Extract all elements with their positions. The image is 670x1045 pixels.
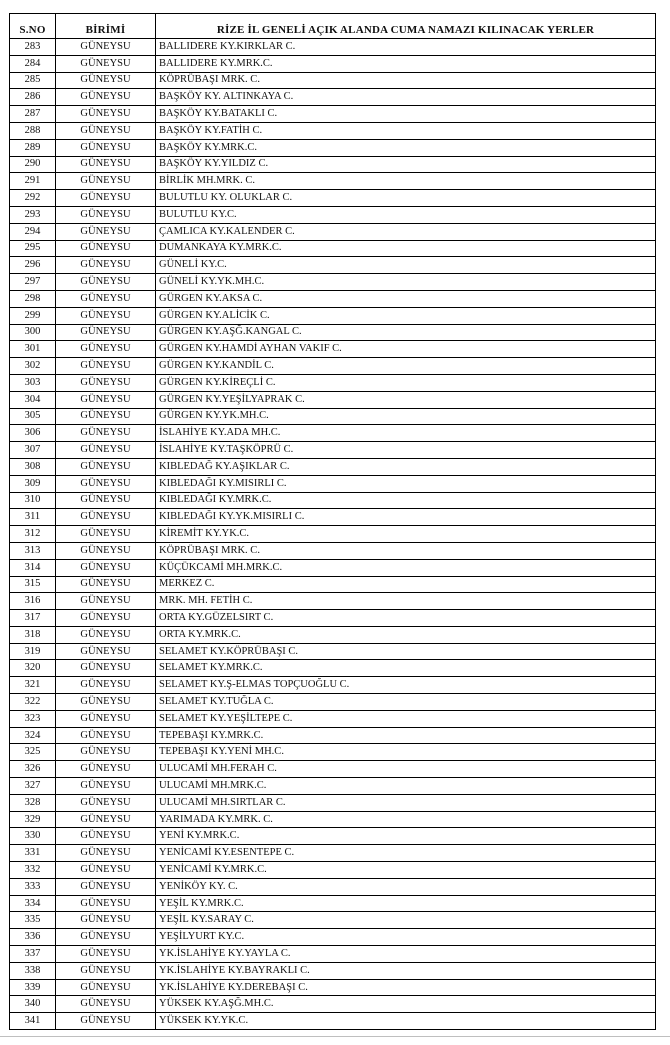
row-place: KÜÇÜKCAMİ MH.MRK.C. bbox=[156, 559, 656, 576]
row-sno: 301 bbox=[10, 341, 56, 358]
row-sno: 283 bbox=[10, 39, 56, 56]
row-sno: 341 bbox=[10, 1013, 56, 1030]
row-place: MERKEZ C. bbox=[156, 576, 656, 593]
table-row bbox=[10, 542, 656, 559]
table-row bbox=[10, 559, 656, 576]
row-unit: GÜNEYSU bbox=[56, 173, 156, 190]
row-unit: GÜNEYSU bbox=[56, 660, 156, 677]
row-sno: 327 bbox=[10, 778, 56, 795]
table-row bbox=[10, 257, 656, 274]
table-row bbox=[10, 475, 656, 492]
row-sno: 299 bbox=[10, 307, 56, 324]
table-row bbox=[10, 156, 656, 173]
row-sno: 297 bbox=[10, 274, 56, 291]
row-unit: GÜNEYSU bbox=[56, 979, 156, 996]
row-place: BALLIDERE KY.KIRKLAR C. bbox=[156, 39, 656, 56]
table-row bbox=[10, 139, 656, 156]
row-unit: GÜNEYSU bbox=[56, 761, 156, 778]
row-place: BAŞKÖY KY.YILDIZ C. bbox=[156, 156, 656, 173]
row-sno: 340 bbox=[10, 996, 56, 1013]
row-place: GÜRGEN KY.KANDİL C. bbox=[156, 358, 656, 375]
row-place: KIBLEDAĞI KY.YK.MISIRLI C. bbox=[156, 509, 656, 526]
row-unit: GÜNEYSU bbox=[56, 72, 156, 89]
row-place: ULUCAMİ MH.MRK.C. bbox=[156, 778, 656, 795]
row-place: TEPEBAŞI KY.MRK.C. bbox=[156, 727, 656, 744]
table-row bbox=[10, 358, 656, 375]
row-place: BİRLİK MH.MRK. C. bbox=[156, 173, 656, 190]
row-unit: GÜNEYSU bbox=[56, 55, 156, 72]
row-sno: 310 bbox=[10, 492, 56, 509]
row-unit: GÜNEYSU bbox=[56, 996, 156, 1013]
row-sno: 308 bbox=[10, 458, 56, 475]
row-place: MRK. MH. FETİH C. bbox=[156, 593, 656, 610]
row-unit: GÜNEYSU bbox=[56, 778, 156, 795]
header-place: RİZE İL GENELİ AÇIK ALANDA CUMA NAMAZI KILINACAK YERLER bbox=[156, 14, 656, 39]
row-place: KÖPRÜBAŞI MRK. C. bbox=[156, 542, 656, 559]
table-row bbox=[10, 610, 656, 627]
row-unit: GÜNEYSU bbox=[56, 89, 156, 106]
header-unit: BİRİMİ bbox=[56, 14, 156, 39]
table-row bbox=[10, 593, 656, 610]
table-row bbox=[10, 895, 656, 912]
row-sno: 334 bbox=[10, 895, 56, 912]
row-unit: GÜNEYSU bbox=[56, 156, 156, 173]
row-place: SELAMET KY.MRK.C. bbox=[156, 660, 656, 677]
table-row bbox=[10, 458, 656, 475]
row-sno: 305 bbox=[10, 408, 56, 425]
row-unit: GÜNEYSU bbox=[56, 106, 156, 123]
row-sno: 290 bbox=[10, 156, 56, 173]
row-sno: 329 bbox=[10, 811, 56, 828]
row-place: BAŞKÖY KY.FATİH C. bbox=[156, 122, 656, 139]
table-row bbox=[10, 206, 656, 223]
table-row bbox=[10, 39, 656, 56]
table-row bbox=[10, 828, 656, 845]
row-unit: GÜNEYSU bbox=[56, 139, 156, 156]
table-row bbox=[10, 727, 656, 744]
row-place: YK.İSLAHİYE KY.YAYLA C. bbox=[156, 946, 656, 963]
table-row bbox=[10, 1013, 656, 1030]
table-row bbox=[10, 744, 656, 761]
row-place: İSLAHİYE KY.TAŞKÖPRÜ C. bbox=[156, 442, 656, 459]
row-sno: 298 bbox=[10, 290, 56, 307]
table-row bbox=[10, 643, 656, 660]
row-sno: 315 bbox=[10, 576, 56, 593]
row-sno: 306 bbox=[10, 425, 56, 442]
row-sno: 322 bbox=[10, 694, 56, 711]
row-place: YÜKSEK KY.AŞĞ.MH.C. bbox=[156, 996, 656, 1013]
header-sno: S.NO bbox=[10, 14, 56, 39]
row-sno: 284 bbox=[10, 55, 56, 72]
row-unit: GÜNEYSU bbox=[56, 610, 156, 627]
row-unit: GÜNEYSU bbox=[56, 626, 156, 643]
row-place: YEŞİL KY.SARAY C. bbox=[156, 912, 656, 929]
row-unit: GÜNEYSU bbox=[56, 122, 156, 139]
row-sno: 312 bbox=[10, 526, 56, 543]
row-sno: 328 bbox=[10, 794, 56, 811]
row-unit: GÜNEYSU bbox=[56, 526, 156, 543]
table-row bbox=[10, 442, 656, 459]
row-unit: GÜNEYSU bbox=[56, 794, 156, 811]
table-row bbox=[10, 341, 656, 358]
row-unit: GÜNEYSU bbox=[56, 223, 156, 240]
row-unit: GÜNEYSU bbox=[56, 190, 156, 207]
row-sno: 309 bbox=[10, 475, 56, 492]
row-place: KİREMİT KY.YK.C. bbox=[156, 526, 656, 543]
row-place: KIBLEDAĞI KY.MRK.C. bbox=[156, 492, 656, 509]
row-unit: GÜNEYSU bbox=[56, 593, 156, 610]
row-unit: GÜNEYSU bbox=[56, 929, 156, 946]
table-row bbox=[10, 374, 656, 391]
row-unit: GÜNEYSU bbox=[56, 559, 156, 576]
row-unit: GÜNEYSU bbox=[56, 542, 156, 559]
row-unit: GÜNEYSU bbox=[56, 290, 156, 307]
table-row bbox=[10, 72, 656, 89]
row-place: TEPEBAŞI KY.YENİ MH.C. bbox=[156, 744, 656, 761]
row-sno: 316 bbox=[10, 593, 56, 610]
row-place: YK.İSLAHİYE KY.DEREBAŞI C. bbox=[156, 979, 656, 996]
table-row bbox=[10, 794, 656, 811]
table-row bbox=[10, 761, 656, 778]
table-row bbox=[10, 979, 656, 996]
row-sno: 294 bbox=[10, 223, 56, 240]
row-place: YÜKSEK KY.YK.C. bbox=[156, 1013, 656, 1030]
row-sno: 324 bbox=[10, 727, 56, 744]
table-body bbox=[10, 39, 656, 1030]
row-place: SELAMET KY.YEŞİLTEPE C. bbox=[156, 710, 656, 727]
row-place: BALLIDERE KY.MRK.C. bbox=[156, 55, 656, 72]
row-unit: GÜNEYSU bbox=[56, 878, 156, 895]
row-unit: GÜNEYSU bbox=[56, 643, 156, 660]
row-sno: 319 bbox=[10, 643, 56, 660]
row-place: KÖPRÜBAŞI MRK. C. bbox=[156, 72, 656, 89]
row-unit: GÜNEYSU bbox=[56, 442, 156, 459]
table-row bbox=[10, 408, 656, 425]
table-row bbox=[10, 190, 656, 207]
row-sno: 313 bbox=[10, 542, 56, 559]
row-sno: 287 bbox=[10, 106, 56, 123]
row-unit: GÜNEYSU bbox=[56, 946, 156, 963]
row-place: KIBLEDAĞI KY.MISIRLI C. bbox=[156, 475, 656, 492]
row-sno: 339 bbox=[10, 979, 56, 996]
row-unit: GÜNEYSU bbox=[56, 862, 156, 879]
table-row bbox=[10, 811, 656, 828]
row-unit: GÜNEYSU bbox=[56, 408, 156, 425]
row-sno: 293 bbox=[10, 206, 56, 223]
table-row bbox=[10, 223, 656, 240]
row-sno: 326 bbox=[10, 761, 56, 778]
row-unit: GÜNEYSU bbox=[56, 391, 156, 408]
header-row bbox=[10, 14, 656, 39]
row-place: BULUTLU KY. OLUKLAR C. bbox=[156, 190, 656, 207]
row-place: ULUCAMİ MH.FERAH C. bbox=[156, 761, 656, 778]
table-row bbox=[10, 240, 656, 257]
row-unit: GÜNEYSU bbox=[56, 576, 156, 593]
row-place: GÜRGEN KY.AKSA C. bbox=[156, 290, 656, 307]
table-row bbox=[10, 626, 656, 643]
row-place: ORTA KY.GÜZELSIRT C. bbox=[156, 610, 656, 627]
row-sno: 296 bbox=[10, 257, 56, 274]
row-sno: 314 bbox=[10, 559, 56, 576]
row-place: İSLAHİYE KY.ADA MH.C. bbox=[156, 425, 656, 442]
row-sno: 332 bbox=[10, 862, 56, 879]
table-row bbox=[10, 576, 656, 593]
row-sno: 289 bbox=[10, 139, 56, 156]
page-bottom-divider bbox=[0, 1036, 670, 1037]
row-place: GÜRGEN KY.KİREÇLİ C. bbox=[156, 374, 656, 391]
row-place: SELAMET KY.TUĞLA C. bbox=[156, 694, 656, 711]
table-row bbox=[10, 929, 656, 946]
table-row bbox=[10, 492, 656, 509]
row-unit: GÜNEYSU bbox=[56, 509, 156, 526]
row-unit: GÜNEYSU bbox=[56, 694, 156, 711]
table-row bbox=[10, 509, 656, 526]
table-row bbox=[10, 862, 656, 879]
row-sno: 304 bbox=[10, 391, 56, 408]
table-row bbox=[10, 845, 656, 862]
table-row bbox=[10, 962, 656, 979]
row-unit: GÜNEYSU bbox=[56, 962, 156, 979]
row-unit: GÜNEYSU bbox=[56, 492, 156, 509]
row-sno: 295 bbox=[10, 240, 56, 257]
table-row bbox=[10, 526, 656, 543]
table-row bbox=[10, 307, 656, 324]
row-sno: 321 bbox=[10, 677, 56, 694]
row-unit: GÜNEYSU bbox=[56, 1013, 156, 1030]
row-sno: 331 bbox=[10, 845, 56, 862]
table-row bbox=[10, 173, 656, 190]
row-unit: GÜNEYSU bbox=[56, 475, 156, 492]
row-sno: 323 bbox=[10, 710, 56, 727]
table-row bbox=[10, 878, 656, 895]
table-row bbox=[10, 122, 656, 139]
mosque-locations-table bbox=[9, 13, 656, 1030]
row-unit: GÜNEYSU bbox=[56, 240, 156, 257]
row-sno: 330 bbox=[10, 828, 56, 845]
row-unit: GÜNEYSU bbox=[56, 341, 156, 358]
row-place: GÜRGEN KY.YEŞİLYAPRAK C. bbox=[156, 391, 656, 408]
row-sno: 288 bbox=[10, 122, 56, 139]
table-row bbox=[10, 89, 656, 106]
row-sno: 335 bbox=[10, 912, 56, 929]
row-unit: GÜNEYSU bbox=[56, 811, 156, 828]
row-place: YENİKÖY KY. C. bbox=[156, 878, 656, 895]
row-sno: 311 bbox=[10, 509, 56, 526]
table-row bbox=[10, 391, 656, 408]
row-unit: GÜNEYSU bbox=[56, 39, 156, 56]
row-place: YARIMADA KY.MRK. C. bbox=[156, 811, 656, 828]
row-unit: GÜNEYSU bbox=[56, 324, 156, 341]
row-place: SELAMET KY.Ş-ELMAS TOPÇUOĞLU C. bbox=[156, 677, 656, 694]
row-unit: GÜNEYSU bbox=[56, 727, 156, 744]
row-place: ORTA KY.MRK.C. bbox=[156, 626, 656, 643]
row-place: YK.İSLAHİYE KY.BAYRAKLI C. bbox=[156, 962, 656, 979]
table-row bbox=[10, 324, 656, 341]
row-place: YENİCAMİ KY.MRK.C. bbox=[156, 862, 656, 879]
row-sno: 318 bbox=[10, 626, 56, 643]
row-sno: 317 bbox=[10, 610, 56, 627]
row-sno: 338 bbox=[10, 962, 56, 979]
row-unit: GÜNEYSU bbox=[56, 845, 156, 862]
table-row bbox=[10, 946, 656, 963]
row-sno: 292 bbox=[10, 190, 56, 207]
row-place: DUMANKAYA KY.MRK.C. bbox=[156, 240, 656, 257]
row-sno: 286 bbox=[10, 89, 56, 106]
row-place: GÜRGEN KY.YK.MH.C. bbox=[156, 408, 656, 425]
row-place: GÜRGEN KY.ALİCİK C. bbox=[156, 307, 656, 324]
row-place: BULUTLU KY.C. bbox=[156, 206, 656, 223]
row-place: GÜRGEN KY.AŞĞ.KANGAL C. bbox=[156, 324, 656, 341]
table-row bbox=[10, 912, 656, 929]
row-unit: GÜNEYSU bbox=[56, 677, 156, 694]
row-sno: 303 bbox=[10, 374, 56, 391]
row-place: KIBLEDAĞ KY.AŞIKLAR C. bbox=[156, 458, 656, 475]
table-header bbox=[10, 14, 656, 39]
table-row bbox=[10, 677, 656, 694]
row-sno: 307 bbox=[10, 442, 56, 459]
row-place: BAŞKÖY KY.BATAKLI C. bbox=[156, 106, 656, 123]
row-unit: GÜNEYSU bbox=[56, 912, 156, 929]
row-unit: GÜNEYSU bbox=[56, 458, 156, 475]
table-row bbox=[10, 274, 656, 291]
row-sno: 325 bbox=[10, 744, 56, 761]
row-place: BAŞKÖY KY.MRK.C. bbox=[156, 139, 656, 156]
row-unit: GÜNEYSU bbox=[56, 425, 156, 442]
row-sno: 291 bbox=[10, 173, 56, 190]
row-sno: 300 bbox=[10, 324, 56, 341]
table-row bbox=[10, 106, 656, 123]
row-unit: GÜNEYSU bbox=[56, 744, 156, 761]
table-row bbox=[10, 694, 656, 711]
row-unit: GÜNEYSU bbox=[56, 307, 156, 324]
row-sno: 320 bbox=[10, 660, 56, 677]
table-row bbox=[10, 660, 656, 677]
row-unit: GÜNEYSU bbox=[56, 257, 156, 274]
row-sno: 285 bbox=[10, 72, 56, 89]
row-sno: 333 bbox=[10, 878, 56, 895]
row-place: GÜNELİ KY.YK.MH.C. bbox=[156, 274, 656, 291]
row-unit: GÜNEYSU bbox=[56, 828, 156, 845]
row-place: ULUCAMİ MH.SIRTLAR C. bbox=[156, 794, 656, 811]
row-place: YEŞİL KY.MRK.C. bbox=[156, 895, 656, 912]
row-unit: GÜNEYSU bbox=[56, 710, 156, 727]
row-place: GÜNELİ KY.C. bbox=[156, 257, 656, 274]
row-place: YENİCAMİ KY.ESENTEPE C. bbox=[156, 845, 656, 862]
table-row bbox=[10, 778, 656, 795]
row-place: ÇAMLICA KY.KALENDER C. bbox=[156, 223, 656, 240]
row-sno: 336 bbox=[10, 929, 56, 946]
table-row bbox=[10, 290, 656, 307]
row-unit: GÜNEYSU bbox=[56, 206, 156, 223]
row-unit: GÜNEYSU bbox=[56, 895, 156, 912]
row-unit: GÜNEYSU bbox=[56, 358, 156, 375]
table-row bbox=[10, 425, 656, 442]
table-row bbox=[10, 55, 656, 72]
row-place: YEŞİLYURT KY.C. bbox=[156, 929, 656, 946]
row-place: YENİ KY.MRK.C. bbox=[156, 828, 656, 845]
table-row bbox=[10, 996, 656, 1013]
row-place: BAŞKÖY KY. ALTINKAYA C. bbox=[156, 89, 656, 106]
row-place: SELAMET KY.KÖPRÜBAŞI C. bbox=[156, 643, 656, 660]
row-unit: GÜNEYSU bbox=[56, 274, 156, 291]
table-row bbox=[10, 710, 656, 727]
row-sno: 302 bbox=[10, 358, 56, 375]
row-unit: GÜNEYSU bbox=[56, 374, 156, 391]
row-place: GÜRGEN KY.HAMDİ AYHAN VAKIF C. bbox=[156, 341, 656, 358]
row-sno: 337 bbox=[10, 946, 56, 963]
